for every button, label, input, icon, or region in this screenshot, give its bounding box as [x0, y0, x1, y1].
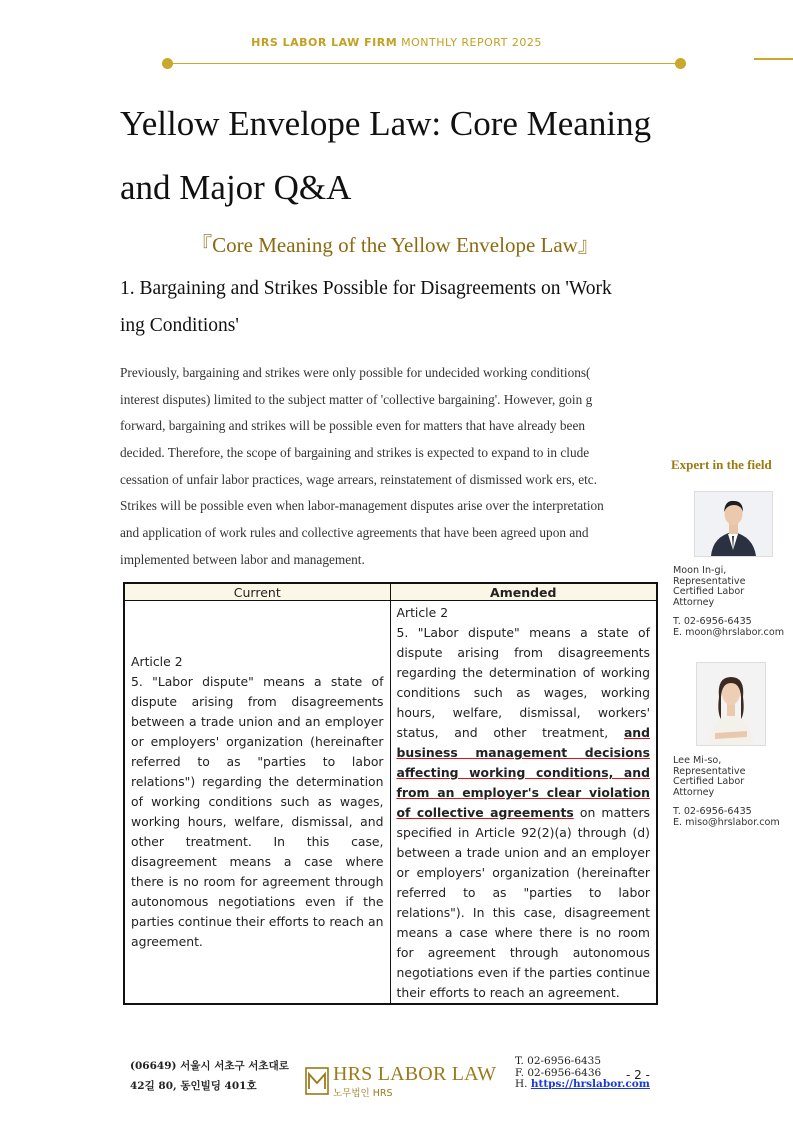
expert-info-lee [673, 756, 793, 828]
amended-cell [390, 601, 657, 1005]
table-row [124, 601, 657, 1005]
paragraph-line: Previously, bargaining and strikes were only possible for undecided working conditions( [120, 365, 591, 380]
page-title-line2: and Major Q&A [120, 168, 352, 207]
homepage-link[interactable]: https://hrslabor.com [530, 1078, 650, 1090]
expert-email: E. miso@hrslabor.com [673, 816, 780, 828]
header-rule-dot-left [162, 58, 173, 69]
current-cell [124, 601, 390, 1005]
expert-role: Representative [673, 575, 746, 587]
expert-role: Representative [673, 765, 746, 777]
table-header-row [124, 583, 657, 601]
header-rule-dot-right [675, 58, 686, 69]
expert-tel: T. 02-6956-6435 [673, 806, 752, 817]
section-subtitle: 『Core Meaning of the Yellow Envelope Law』 [191, 233, 599, 257]
paragraph-line: forward, bargaining and strikes will be possible even for matters that have already been [120, 418, 585, 434]
expert-role: Certified Labor [673, 776, 745, 787]
amended-underlined-text: and business management decisions affecting working conditions, and from an employer's clear violation of collective agreements [396, 725, 650, 820]
expert-photo-lee [696, 662, 766, 746]
expert-tel: T. 02-6956-6435 [673, 616, 752, 627]
expert-name: Lee Mi-so, [673, 755, 722, 766]
footer-address-line2: 42길 80, 동인빌딩 401호 [130, 1080, 257, 1092]
paragraph-line: Strikes will be possible even when labor-management disputes arise over the interpretation [120, 498, 604, 514]
comparison-table [123, 582, 658, 1005]
expert-role: Certified Labor [673, 586, 745, 597]
person-portrait-icon [695, 492, 772, 556]
paragraph-line: implemented between labor and management. [120, 551, 365, 567]
expert-role: Attorney [673, 786, 715, 798]
page-number: - 2 - [626, 1068, 650, 1082]
expert-name: Moon In-gi, [673, 565, 727, 576]
amended-article: Article 2 [396, 605, 449, 620]
footer-address [130, 1056, 289, 1096]
person-portrait-icon [697, 663, 765, 745]
sidebar-title: Expert in the field [671, 457, 772, 472]
amended-text [397, 623, 651, 1003]
section-heading [120, 270, 670, 344]
expert-photo-moon [694, 491, 773, 557]
footer-tel: T. 02-6956-6435 [515, 1055, 602, 1067]
column-header-current: Current [124, 583, 390, 601]
footer-fax: F. 02-6956-6436 [515, 1066, 602, 1079]
amended-text-b: on matters specified in Article 92(2)(a) through (d) between a trade union and an employer or employers' organization (hereinafter referred to as "parties to labor relations"). In this case, disagreement means a case where there is no room for agreement through autonomous negotiations even if the parties continue their efforts to reach an agreement. [396, 805, 650, 1000]
corner-rule [754, 58, 793, 60]
footer-logo [305, 1063, 505, 1097]
firm-logo-icon [305, 1067, 329, 1095]
logo-subtext: 노무법인 HRS [333, 1088, 393, 1099]
column-header-amended: Amended [390, 583, 657, 601]
header-rule [168, 63, 680, 64]
expert-role: Attorney [673, 596, 715, 608]
expert-info-moon [673, 566, 793, 638]
footer-address-line1: (06649) 서울시 서초구 서초대로 [130, 1060, 289, 1072]
paragraph-line: interest disputes) limited to the subject matter of 'collective bargaining'. However, goin g [120, 391, 593, 407]
report-header [0, 36, 793, 49]
page-title-line1: Yellow Envelope Law: Core Meaning [120, 104, 652, 143]
body-paragraph [120, 360, 670, 574]
paragraph-line: decided. Therefore, the scope of bargaining and strikes is expected to expand to in clude [120, 445, 590, 461]
expert-email: E. moon@hrslabor.com [673, 626, 785, 638]
page-title [120, 92, 680, 220]
current-text: 5. "Labor dispute" means a state of dispute arising from disagreements between a trade union and an employer or employers' organization (hereinafter referred to as "parties to labor relations") regarding the determination of working conditions such as wages, working hours, welfare, dismissal, and other treatment. In this case, disagreement means a case where there is no room for agreement through autonomous negotiations even if the parties continue their efforts to reach an agreement. [131, 674, 384, 949]
homepage-prefix: H. [515, 1078, 531, 1090]
amended-text-a: 5. "Labor dispute" means a state of dispute arising from disagreements regarding the determination of working conditions such as wages, working hours, welfare, dismissal, workers' status, and other treatment, [396, 625, 650, 740]
header-brand: HRS LABOR LAW FIRM [251, 36, 398, 49]
section-heading-line1: 1. Bargaining and Strikes Possible for Disagreements on 'Work [120, 278, 612, 299]
header-rest: MONTHLY REPORT 2025 [397, 36, 542, 49]
paragraph-line: cessation of unfair labor practices, wage arrears, reinstatement of dismissed work ers, etc. [120, 471, 598, 487]
paragraph-line: and application of work rules and collective agreements that have been agreed upon and [120, 525, 589, 541]
logo-text: HRS LABOR LAW [333, 1063, 497, 1085]
current-article: Article 2 [131, 654, 183, 669]
section-heading-line2: ing Conditions' [120, 315, 239, 336]
